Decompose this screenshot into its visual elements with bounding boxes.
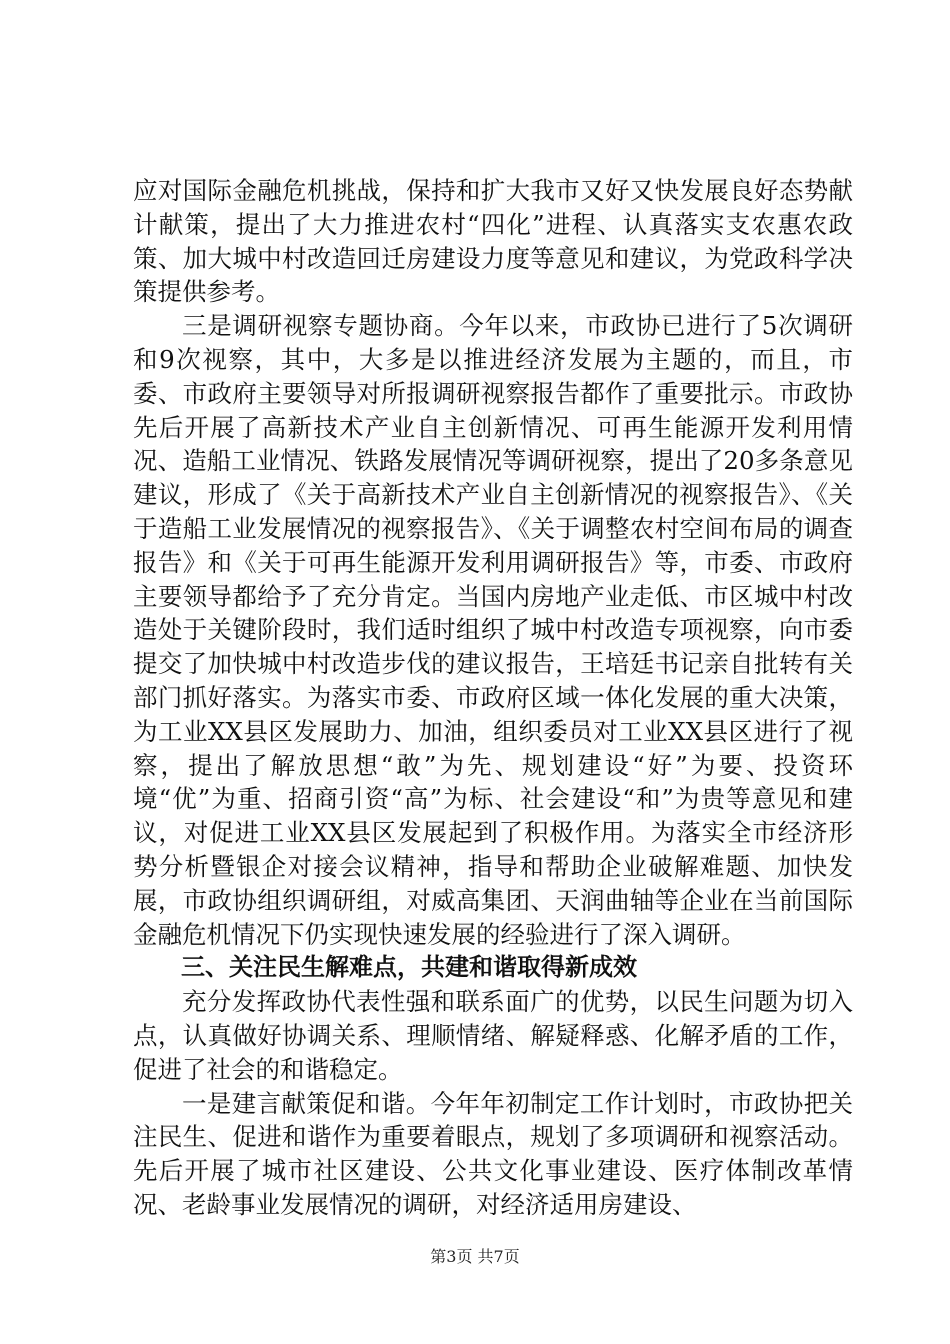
section-heading: 三、关注民生解难点，共建和谐取得新成效 bbox=[181, 953, 637, 982]
document-body bbox=[133, 174, 853, 1222]
paragraph-4: 一是建言献策促和谐。今年年初制定工作计划时，市政协把关注民生、促进和谐作为重要着眼点，规划了多项调研和视察活动。先后开展了城市社区建设、公共文化事业建设、医疗体制改革情况、老龄事业发展情况的调研，对经济适用房建设、 bbox=[133, 1088, 853, 1219]
paragraph-2: 三是调研视察专题协商。今年以来，市政协已进行了5次调研和9次视察，其中，大多是以推进经济发展为主题的，而且，市委、市政府主要领导对所报调研视察报告都作了重要批示。市政协先后开展了高新技术产业自主创新情况、可再生能源开发利用情况、造船工业情况、铁路发展情况等调研视察，提出了20多条意见建议，形成了《关于高新技术产业自主创新情况的视察报告》、《关于造船工业发展情况的视察报告》、《关于调整农村空间布局的调查报告》和《关于可再生能源开发利用调研报告》等，市委、市政府主要领导都给予了充分肯定。当国内房地产业走低、市区城中村改造处于关键阶段时，我们适时组织了城中村改造专项视察，向市委提交了加快城中村改造步伐的建议报告，王培廷书记亲自批转有关部门抓好落实。为落实市委、市政府区域一体化发展的重大决策，为工业XX县区发展助力、加油，组织委员对工业XX县区进行了视察，提出了解放思想“敢”为先、规划建设“好”为要、投资环境“优”为重、招商引资“高”为标、社会建设“和”为贵等意见和建议，对促进工业XX县区发展起到了积极作用。为落实全市经济形势分析暨银企对接会议精神，指导和帮助企业破解难题、加快发展，市政协组织调研组，对威高集团、天润曲轴等企业在当前国际金融危机情况下仍实现快速发展的经验进行了深入调研。 bbox=[133, 311, 853, 949]
page-number-footer: 第3页 共7页 bbox=[430, 1247, 520, 1266]
paragraph-3: 充分发挥政协代表性强和联系面广的优势，以民生问题为切入点，认真做好协调关系、理顺情绪、解疑释惑、化解矛盾的工作，促进了社会的和谐稳定。 bbox=[133, 987, 853, 1084]
paragraph-1: 应对国际金融危机挑战，保持和扩大我市又好又快发展良好态势献计献策，提出了大力推进农村“四化”进程、认真落实支农惠农政策、加大城中村改造回迁房建设力度等意见和建议，为党政科学决策提供参考。 bbox=[133, 176, 853, 307]
